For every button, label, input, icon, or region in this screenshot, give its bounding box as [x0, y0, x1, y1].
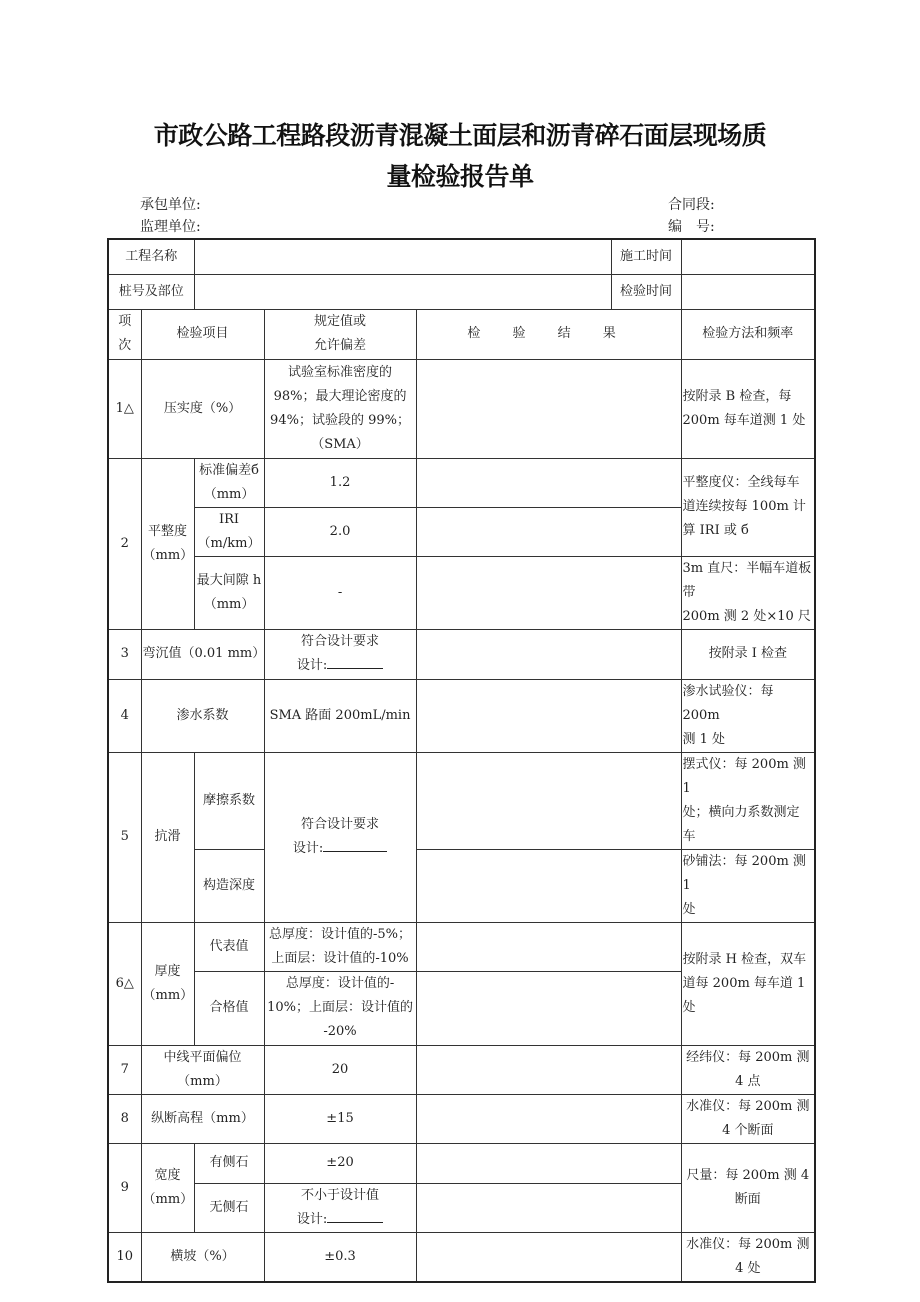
table-row-compaction — [108, 359, 815, 458]
method-text: 尺量：每 200m 测 4 断面 — [681, 1143, 815, 1232]
table-row-elevation — [108, 1094, 815, 1143]
table-row-permeability — [108, 679, 815, 752]
item-no: 4 — [108, 679, 141, 752]
contract-section-label: 合同段: — [668, 197, 715, 213]
item-name: 中线平面偏位 （mm） — [141, 1045, 264, 1094]
construction-time-label: 施工时间 — [611, 239, 681, 274]
sub-item-name: 合格值 — [194, 971, 264, 1045]
col-result-header: 检 验 结 果 — [416, 309, 681, 359]
item-name: 抗滑 — [141, 752, 194, 922]
item-no: 2 — [108, 458, 141, 629]
col-spec-header: 规定值或 允许偏差 — [264, 309, 416, 359]
item-no: 3 — [108, 629, 141, 679]
item-no: 5 — [108, 752, 141, 922]
result-field[interactable] — [416, 359, 681, 458]
supervisor-label: 监理单位: — [140, 219, 201, 235]
col-method-header: 检验方法和频率 — [681, 309, 815, 359]
design-value-blank[interactable] — [327, 654, 383, 669]
result-field[interactable] — [416, 1232, 681, 1282]
spec-value: ±20 — [264, 1143, 416, 1183]
spec-value: ±0.3 — [264, 1232, 416, 1282]
item-no: 6△ — [108, 922, 141, 1045]
method-text: 水准仪：每 200m 测 4 个断面 — [681, 1094, 815, 1143]
spec-value: ±15 — [264, 1094, 416, 1143]
construction-time-field[interactable] — [681, 239, 815, 274]
result-field[interactable] — [416, 922, 681, 971]
method-text: 砂铺法：每 200m 测 1 处 — [681, 849, 815, 922]
project-name-row — [108, 239, 815, 274]
item-name: 纵断高程（mm） — [141, 1094, 264, 1143]
spec-value: 2.0 — [264, 507, 416, 556]
inspection-time-label: 检验时间 — [611, 274, 681, 309]
sub-item-name: 构造深度 — [194, 849, 264, 922]
table-row-texture-depth — [108, 849, 815, 922]
method-text: 平整度仪：全线每车 道连续按每 100m 计 算 IRI 或 б — [681, 458, 815, 556]
sub-item-name: 代表值 — [194, 922, 264, 971]
item-no: 8 — [108, 1094, 141, 1143]
table-row-centerline-offset — [108, 1045, 815, 1094]
result-field[interactable] — [416, 1143, 681, 1183]
result-field[interactable] — [416, 849, 681, 922]
document-title-line-2: 量检验报告单 — [386, 162, 534, 191]
spec-value: 20 — [264, 1045, 416, 1094]
item-no: 9 — [108, 1143, 141, 1232]
design-value-blank[interactable] — [323, 837, 387, 852]
table-row-cross-slope — [108, 1232, 815, 1282]
table-row-friction — [108, 752, 815, 849]
spec-value: 1.2 — [264, 458, 416, 507]
table-row-deflection — [108, 629, 815, 679]
col-inspection-item-header: 检验项目 — [141, 309, 264, 359]
item-name: 横坡（%） — [141, 1232, 264, 1282]
sub-item-name: 有侧石 — [194, 1143, 264, 1183]
table-row-flatness-gap — [108, 556, 815, 629]
project-name-label: 工程名称 — [108, 239, 194, 274]
sub-item-name: 标准偏差б （mm） — [194, 458, 264, 507]
method-text: 摆式仪：每 200m 测 1 处；横向力系数测定 车 — [681, 752, 815, 849]
result-field[interactable] — [416, 458, 681, 507]
contractor-label: 承包单位: — [140, 197, 201, 213]
sub-item-name: IRI （m/km） — [194, 507, 264, 556]
result-field[interactable] — [416, 1183, 681, 1232]
result-field[interactable] — [416, 1094, 681, 1143]
item-name: 渗水系数 — [141, 679, 264, 752]
item-name: 宽度 （mm） — [141, 1143, 194, 1232]
method-text: 3m 直尺：半幅车道板带 200m 测 2 处×10 尺 — [681, 556, 815, 629]
spec-value: 试验室标准密度的 98%；最大理论密度的 94%；试验段的 99%； （SMA） — [264, 359, 416, 458]
column-header-row — [108, 309, 815, 359]
number-label: 编 号: — [668, 219, 715, 235]
spec-value: 符合设计要求 设计: — [264, 629, 416, 679]
sub-item-name: 最大间隙 h （mm） — [194, 556, 264, 629]
table-row-flatness-std — [108, 458, 815, 507]
spec-value: 符合设计要求 设计: — [264, 752, 416, 922]
method-text: 经纬仪：每 200m 测 4 点 — [681, 1045, 815, 1094]
item-no: 7 — [108, 1045, 141, 1094]
item-no: 1△ — [108, 359, 141, 458]
sub-item-name: 无侧石 — [194, 1183, 264, 1232]
method-text: 按附录 B 检查，每 200m 每车道测 1 处 — [681, 359, 815, 458]
station-row — [108, 274, 815, 309]
result-field[interactable] — [416, 556, 681, 629]
result-field[interactable] — [416, 971, 681, 1045]
item-name: 弯沉值（0.01 mm） — [141, 629, 264, 679]
project-name-field[interactable] — [194, 239, 611, 274]
method-text: 渗水试验仪：每 200m 测 1 处 — [681, 679, 815, 752]
result-field[interactable] — [416, 1045, 681, 1094]
table-row-thickness-representative — [108, 922, 815, 971]
result-field[interactable] — [416, 679, 681, 752]
spec-value: SMA 路面 200mL/min — [264, 679, 416, 752]
sub-item-name: 摩擦系数 — [194, 752, 264, 849]
item-no: 10 — [108, 1232, 141, 1282]
item-name: 压实度（%） — [141, 359, 264, 458]
method-text: 水准仪：每 200m 测 4 处 — [681, 1232, 815, 1282]
result-field[interactable] — [416, 629, 681, 679]
item-name: 厚度 （mm） — [141, 922, 194, 1045]
method-text: 按附录 H 检查，双车 道每 200m 每车道 1 处 — [681, 922, 815, 1045]
spec-value: 不小于设计值 设计: — [264, 1183, 416, 1232]
document-title-line-1: 市政公路工程路段沥青混凝土面层和沥青碎石面层现场质 — [153, 121, 767, 150]
spec-value: 总厚度：设计值的-5%； 上面层：设计值的-10% — [264, 922, 416, 971]
result-field[interactable] — [416, 752, 681, 849]
method-text: 按附录 I 检查 — [681, 629, 815, 679]
item-name: 平整度 （mm） — [141, 458, 194, 629]
spec-value: - — [264, 556, 416, 629]
design-value-blank[interactable] — [327, 1208, 383, 1223]
station-label: 桩号及部位 — [108, 274, 194, 309]
table-row-width-with-curb — [108, 1143, 815, 1183]
result-field[interactable] — [416, 507, 681, 556]
inspection-time-field[interactable] — [681, 274, 815, 309]
station-field[interactable] — [194, 274, 611, 309]
col-item-no-header: 项 次 — [108, 309, 141, 359]
spec-value: 总厚度：设计值的- 10%；上面层：设计值的 -20% — [264, 971, 416, 1045]
inspection-report-table — [107, 238, 816, 1283]
